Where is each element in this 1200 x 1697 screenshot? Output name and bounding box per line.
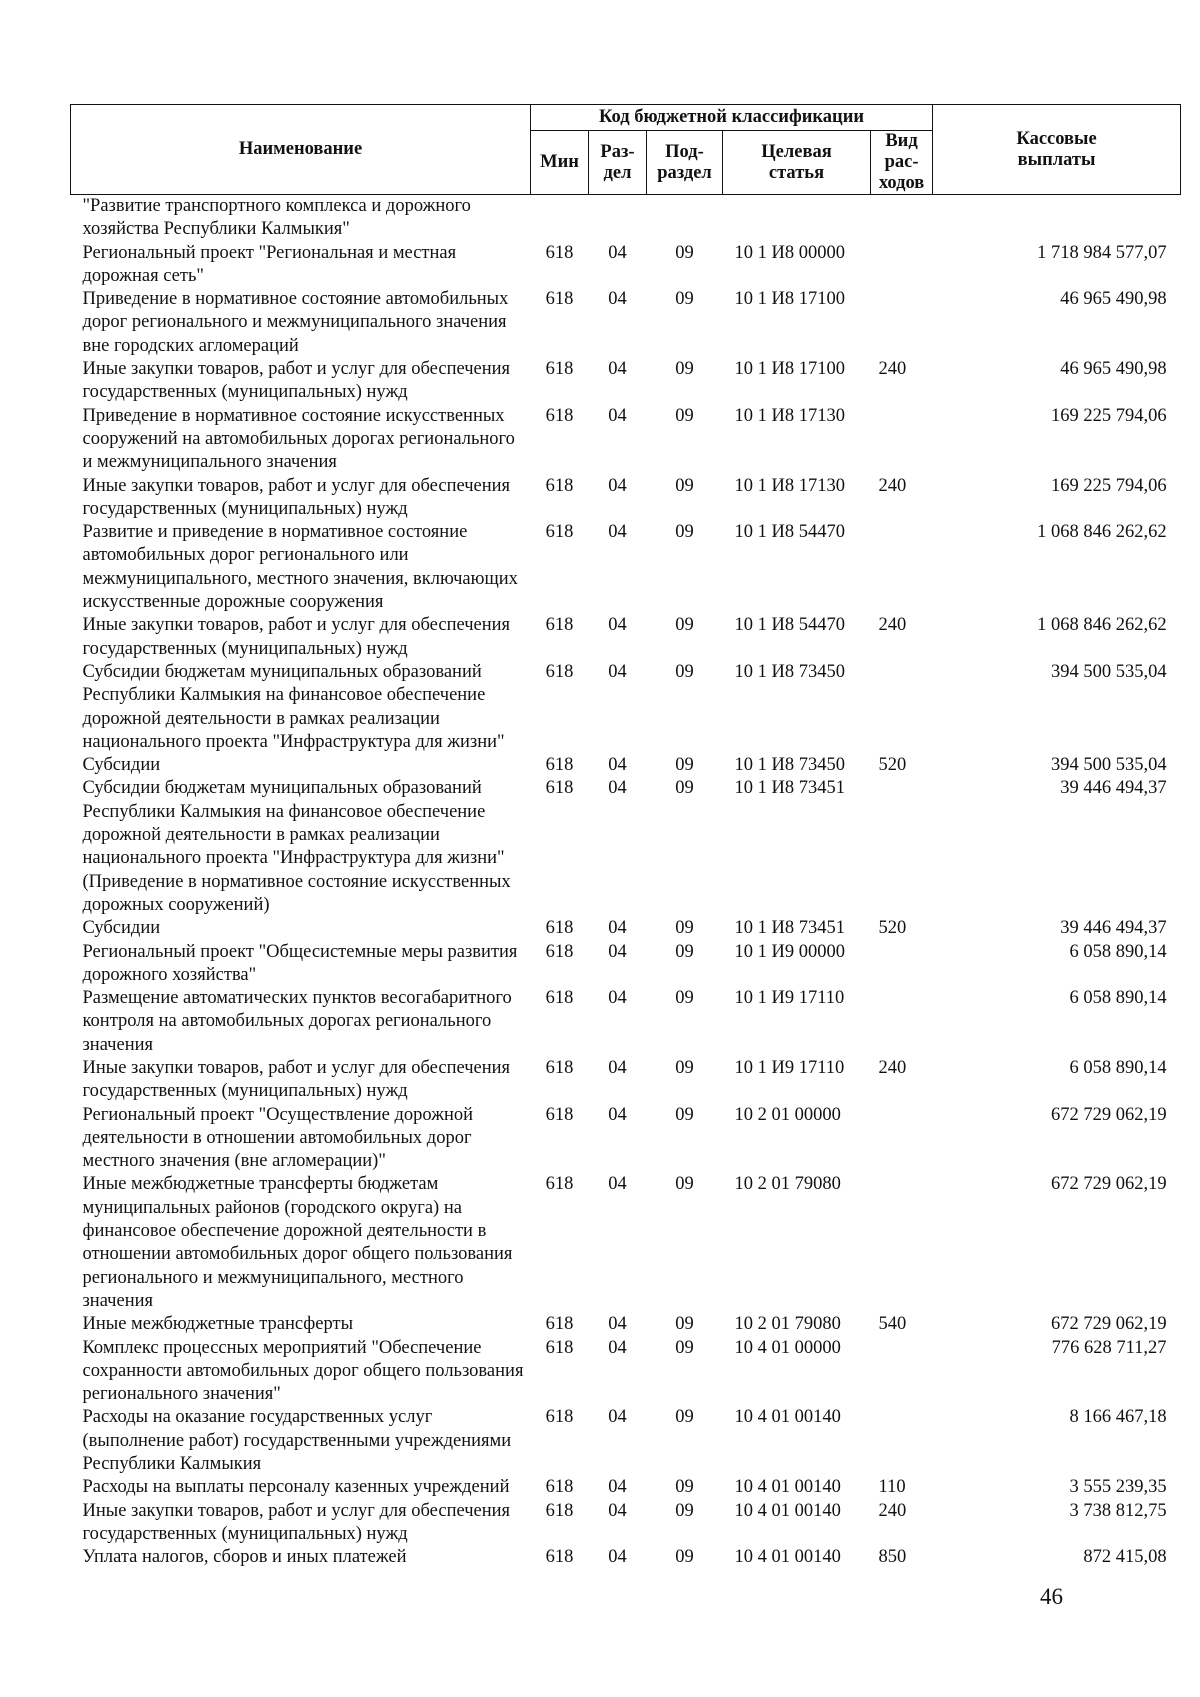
- cell-name: Иные закупки товаров, работ и услуг для обеспечения государственных (муниципальных) нужд: [82, 615, 511, 659]
- table-row: [71, 242, 1181, 289]
- table-row: [71, 1313, 1181, 1336]
- cell-razdel: 04: [608, 988, 627, 1009]
- cell-amount: 394 500 535,04: [1050, 755, 1167, 776]
- budget-table: [70, 104, 1181, 1570]
- cell-target: 10 1 И8 17130: [734, 405, 845, 426]
- cell-podrazdel: 09: [675, 1547, 694, 1568]
- cell-amount: 776 628 711,27: [1051, 1337, 1167, 1358]
- cell-name: Субсидии бюджетам муниципальных образований Республики Калмыкия на финансовое обеспечение дорожной деятельности в рамках реализации национального проекта "Инфраструктура для жизни": [82, 661, 505, 752]
- table-row: [71, 358, 1181, 405]
- header-razdel: Раз- дел: [589, 131, 647, 195]
- table-row: [71, 475, 1181, 522]
- cell-target: 10 1 И8 54470: [734, 522, 845, 543]
- cell-target: 10 1 И8 73451: [734, 918, 845, 939]
- cell-target: 10 1 И9 17110: [734, 1057, 845, 1078]
- cell-name: Расходы на оказание государственных услуг (выполнение работ) государственными учреждениями Республики Калмыкия: [82, 1407, 512, 1475]
- cell-razdel: 04: [608, 778, 627, 799]
- cell-name: Приведение в нормативное состояние автомобильных дорог регионального и межмуниципального значения вне городских агломераций: [82, 289, 509, 356]
- cell-razdel: 04: [608, 1174, 627, 1195]
- cell-min: 618: [545, 1174, 574, 1195]
- cell-amount: 46 965 490,98: [1060, 289, 1167, 310]
- cell-vid: [871, 1406, 933, 1476]
- cell-podrazdel: 09: [675, 405, 694, 426]
- cell-razdel: 04: [608, 1500, 627, 1521]
- cell-min: 618: [545, 522, 574, 543]
- cell-target: 10 1 И9 00000: [734, 941, 845, 962]
- cell-podrazdel: [647, 195, 723, 242]
- cell-vid: 240: [878, 359, 907, 380]
- cell-amount: 1 068 846 262,62: [1037, 522, 1167, 543]
- cell-amount: 3 555 239,35: [1069, 1477, 1167, 1498]
- cell-razdel: 04: [608, 661, 627, 682]
- cell-min: 618: [545, 1500, 574, 1521]
- cell-amount: 1 068 846 262,62: [1037, 615, 1167, 636]
- header-name: Наименование: [71, 105, 531, 195]
- cell-name: Иные закупки товаров, работ и услуг для обеспечения государственных (муниципальных) нужд: [82, 475, 511, 519]
- table-body: [71, 195, 1181, 1570]
- table-row: [71, 614, 1181, 661]
- cell-vid: 240: [878, 1057, 907, 1078]
- cell-min: 618: [545, 988, 574, 1009]
- cell-target: 10 4 01 00140: [734, 1500, 841, 1521]
- cell-vid: [871, 195, 933, 242]
- table-header: [71, 105, 1181, 195]
- cell-target: 10 1 И8 54470: [734, 615, 845, 636]
- cell-podrazdel: 09: [675, 1314, 694, 1335]
- cell-podrazdel: 09: [675, 242, 694, 263]
- cell-target: 10 1 И8 00000: [734, 242, 845, 263]
- cell-razdel: 04: [608, 1104, 627, 1125]
- cell-name: "Развитие транспортного комплекса и дорожного хозяйства Республики Калмыкия": [82, 196, 471, 240]
- table-row: [71, 1337, 1181, 1407]
- cell-min: 618: [545, 1407, 574, 1428]
- cell-amount: 6 058 890,14: [1069, 988, 1167, 1009]
- cell-vid: 850: [878, 1547, 907, 1568]
- cell-razdel: 04: [608, 755, 627, 776]
- cell-target: 10 1 И8 17130: [734, 475, 845, 496]
- cell-vid: 110: [878, 1477, 906, 1498]
- cell-vid: [871, 521, 933, 614]
- cell-vid: [871, 288, 933, 358]
- cell-min: 618: [545, 778, 574, 799]
- cell-target: 10 1 И9 17110: [734, 988, 845, 1009]
- cell-podrazdel: 09: [675, 1500, 694, 1521]
- cell-min: 618: [545, 755, 574, 776]
- table-row: [71, 941, 1181, 988]
- cell-name: Комплекс процессных мероприятий "Обеспечение сохранности автомобильных дорог общего пользования регионального значения": [82, 1337, 524, 1405]
- cell-min: 618: [545, 1547, 574, 1568]
- table-row: [71, 754, 1181, 777]
- cell-razdel: 04: [608, 918, 627, 939]
- cell-podrazdel: 09: [675, 475, 694, 496]
- cell-min: 618: [545, 1314, 574, 1335]
- cell-podrazdel: 09: [675, 918, 694, 939]
- cell-vid: 520: [878, 918, 907, 939]
- cell-name: Субсидии: [82, 918, 161, 939]
- cell-name: Размещение автоматических пунктов весогабаритного контроля на автомобильных дорогах регионального значения: [82, 988, 512, 1055]
- cell-podrazdel: 09: [675, 755, 694, 776]
- cell-podrazdel: 09: [675, 1477, 694, 1498]
- cell-vid: 240: [878, 1500, 907, 1521]
- table-row: [71, 661, 1181, 754]
- cell-vid: [871, 1104, 933, 1174]
- cell-amount: [933, 195, 1181, 242]
- header-vid: Вид рас- ходов: [871, 131, 933, 195]
- cell-podrazdel: 09: [675, 1057, 694, 1078]
- cell-min: 618: [545, 289, 574, 310]
- cell-podrazdel: 09: [675, 661, 694, 682]
- table-row: [71, 1173, 1181, 1313]
- cell-name: Региональный проект "Осуществление дорожной деятельности в отношении автомобильных дорог местного значения (вне агломерации)": [82, 1104, 474, 1172]
- cell-amount: 3 738 812,75: [1069, 1500, 1167, 1521]
- cell-target: 10 4 01 00140: [734, 1477, 841, 1498]
- cell-name: Уплата налогов, сборов и иных платежей: [82, 1547, 407, 1568]
- cell-vid: 540: [878, 1314, 907, 1335]
- cell-target: 10 1 И8 73450: [734, 755, 845, 776]
- cell-target: 10 4 01 00000: [734, 1337, 841, 1358]
- cell-podrazdel: 09: [675, 988, 694, 1009]
- cell-name: Региональный проект "Региональная и местная дорожная сеть": [82, 242, 457, 286]
- header-amount: Кассовые выплаты: [933, 105, 1181, 195]
- budget-page: [70, 104, 1180, 1570]
- cell-razdel: 04: [608, 522, 627, 543]
- cell-razdel: 04: [608, 1407, 627, 1428]
- header-podrazdel: Под- раздел: [647, 131, 723, 195]
- cell-target: 10 2 01 79080: [734, 1174, 841, 1195]
- cell-target: 10 1 И8 17100: [734, 359, 845, 380]
- cell-amount: 394 500 535,04: [1050, 661, 1167, 682]
- cell-podrazdel: 09: [675, 615, 694, 636]
- cell-amount: 872 415,08: [1083, 1547, 1167, 1568]
- cell-podrazdel: 09: [675, 289, 694, 310]
- cell-target: 10 4 01 00140: [734, 1547, 841, 1568]
- cell-razdel: 04: [608, 615, 627, 636]
- header-min: Мин: [531, 131, 589, 195]
- cell-vid: 240: [878, 475, 907, 496]
- cell-podrazdel: 09: [675, 778, 694, 799]
- cell-amount: 1 718 984 577,07: [1037, 242, 1167, 263]
- cell-target: 10 1 И8 17100: [734, 289, 845, 310]
- cell-podrazdel: 09: [675, 1174, 694, 1195]
- cell-min: 618: [545, 1337, 574, 1358]
- cell-razdel: 04: [608, 359, 627, 380]
- cell-podrazdel: 09: [675, 941, 694, 962]
- cell-name: Региональный проект "Общесистемные меры развития дорожного хозяйства": [82, 941, 518, 985]
- table-row: [71, 777, 1181, 917]
- cell-min: 618: [545, 615, 574, 636]
- cell-podrazdel: 09: [675, 359, 694, 380]
- cell-min: 618: [545, 941, 574, 962]
- cell-razdel: 04: [608, 475, 627, 496]
- cell-min: [531, 195, 589, 242]
- table-row: [71, 1546, 1181, 1569]
- cell-target: 10 1 И8 73450: [734, 661, 845, 682]
- cell-vid: 520: [878, 755, 907, 776]
- cell-podrazdel: 09: [675, 1104, 694, 1125]
- cell-amount: 672 729 062,19: [1050, 1104, 1167, 1125]
- cell-name: Расходы на выплаты персоналу казенных учреждений: [82, 1477, 510, 1498]
- cell-amount: 169 225 794,06: [1050, 475, 1167, 496]
- cell-vid: [871, 405, 933, 475]
- table-row: [71, 195, 1181, 242]
- cell-name: Субсидии: [82, 755, 161, 776]
- cell-name: Иные закупки товаров, работ и услуг для обеспечения государственных (муниципальных) нужд: [82, 359, 511, 403]
- cell-target: [723, 195, 871, 242]
- cell-vid: [871, 661, 933, 754]
- cell-amount: 672 729 062,19: [1050, 1314, 1167, 1335]
- table-row: [71, 405, 1181, 475]
- table-row: [71, 521, 1181, 614]
- cell-name: Иные межбюджетные трансферты бюджетам муниципальных районов (городского округа) на финансовое обеспечение дорожной деятельности в отношении автомобильных дорог общего пользования регионального и межмуниципального, местного значения: [82, 1174, 513, 1311]
- table-row: [71, 1476, 1181, 1499]
- cell-target: 10 2 01 00000: [734, 1104, 841, 1125]
- cell-min: 618: [545, 405, 574, 426]
- cell-amount: 8 166 467,18: [1069, 1407, 1167, 1428]
- cell-razdel: 04: [608, 1477, 627, 1498]
- cell-min: 618: [545, 918, 574, 939]
- cell-razdel: 04: [608, 1314, 627, 1335]
- cell-min: 618: [545, 1057, 574, 1078]
- cell-min: 618: [545, 1104, 574, 1125]
- cell-razdel: 04: [608, 1337, 627, 1358]
- cell-razdel: 04: [608, 941, 627, 962]
- cell-name: Иные закупки товаров, работ и услуг для обеспечения государственных (муниципальных) нужд: [82, 1057, 511, 1102]
- cell-amount: 6 058 890,14: [1069, 941, 1167, 962]
- cell-razdel: 04: [608, 1057, 627, 1078]
- cell-amount: 672 729 062,19: [1050, 1174, 1167, 1195]
- cell-min: 618: [545, 359, 574, 380]
- cell-podrazdel: 09: [675, 1337, 694, 1358]
- cell-target: 10 2 01 79080: [734, 1314, 841, 1335]
- table-row: [71, 987, 1181, 1057]
- cell-vid: 240: [878, 615, 907, 636]
- cell-razdel: 04: [608, 242, 627, 263]
- table-row: [71, 1057, 1181, 1104]
- table-row: [71, 1104, 1181, 1174]
- header-target: Целевая статья: [723, 131, 871, 195]
- cell-razdel: [589, 195, 647, 242]
- cell-target: 10 4 01 00140: [734, 1407, 841, 1428]
- cell-amount: 46 965 490,98: [1060, 359, 1167, 380]
- cell-name: Приведение в нормативное состояние искусственных сооружений на автомобильных дорогах регионального и межмуниципального значения: [82, 405, 515, 473]
- cell-razdel: 04: [608, 405, 627, 426]
- cell-vid: [871, 941, 933, 988]
- table-row: [71, 1406, 1181, 1476]
- cell-name: Иные межбюджетные трансферты: [82, 1314, 354, 1335]
- page-number: 46: [1040, 1584, 1063, 1609]
- cell-razdel: 04: [608, 289, 627, 310]
- cell-min: 618: [545, 242, 574, 263]
- cell-razdel: 04: [608, 1547, 627, 1568]
- cell-name: Иные закупки товаров, работ и услуг для обеспечения государственных (муниципальных) нужд: [82, 1500, 511, 1544]
- cell-amount: 169 225 794,06: [1050, 405, 1167, 426]
- table-row: [71, 1500, 1181, 1547]
- cell-amount: 6 058 890,14: [1069, 1057, 1167, 1078]
- cell-vid: [871, 777, 933, 917]
- header-code-group: Код бюджетной классификации: [531, 105, 933, 131]
- table-row: [71, 288, 1181, 358]
- cell-podrazdel: 09: [675, 1407, 694, 1428]
- cell-vid: [871, 987, 933, 1057]
- cell-name: Субсидии бюджетам муниципальных образований Республики Калмыкия на финансовое обеспечение дорожной деятельности в рамках реализации национального проекта "Инфраструктура для жизни" (Приведение в нормативное состояние искусственных дорожных сооружений): [82, 778, 511, 915]
- cell-vid: [871, 1173, 933, 1313]
- table-row: [71, 917, 1181, 940]
- cell-amount: 39 446 494,37: [1060, 918, 1167, 939]
- cell-amount: 39 446 494,37: [1060, 778, 1167, 799]
- cell-vid: [871, 242, 933, 289]
- cell-min: 618: [545, 661, 574, 682]
- cell-min: 618: [545, 475, 574, 496]
- cell-name: Развитие и приведение в нормативное состояние автомобильных дорог регионального или межмуниципального, местного значения, включающих искусственные дорожные сооружения: [82, 522, 518, 613]
- cell-min: 618: [545, 1477, 574, 1498]
- cell-vid: [871, 1337, 933, 1407]
- cell-podrazdel: 09: [675, 522, 694, 543]
- cell-target: 10 1 И8 73451: [734, 778, 845, 799]
